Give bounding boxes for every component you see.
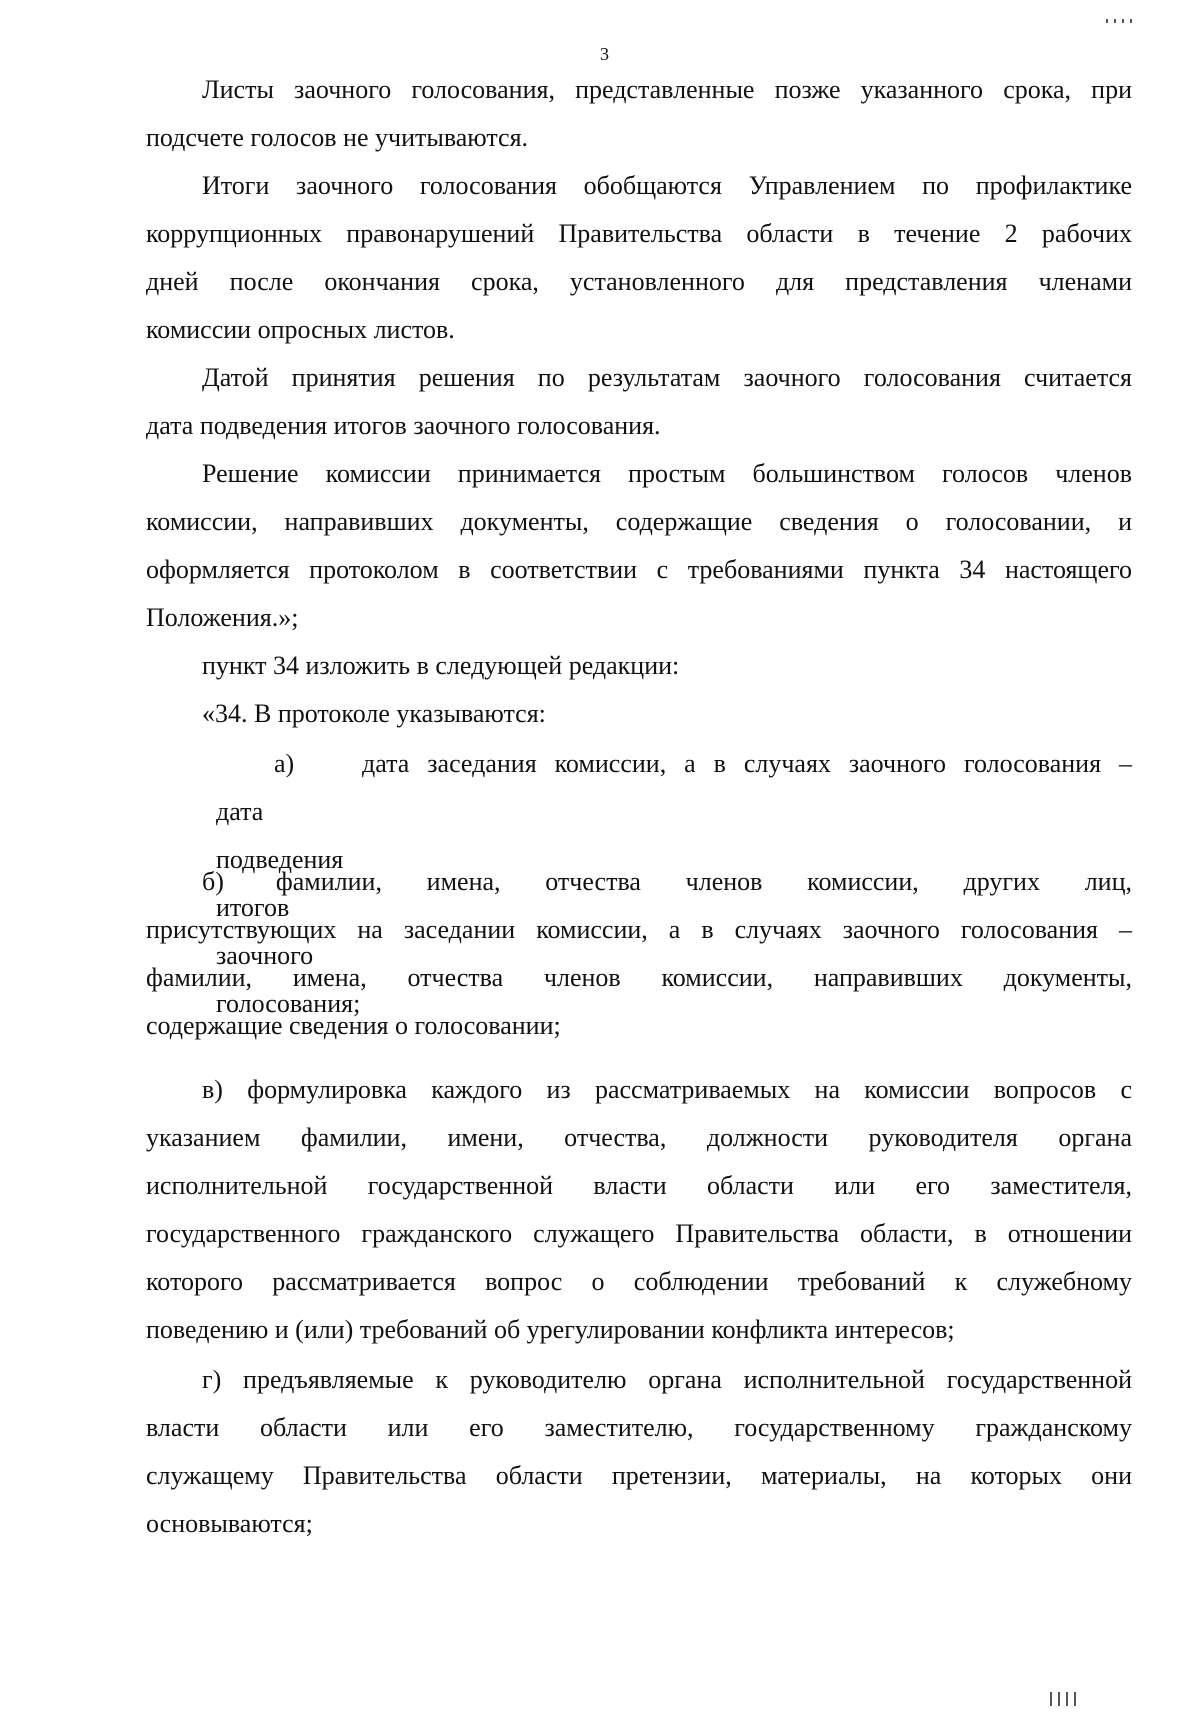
scan-edge-marks-top	[1106, 0, 1176, 4]
text-line: «34. В протоколе указываются:	[202, 699, 546, 728]
list-item-g	[146, 1356, 1132, 1548]
text-line: Листы заочного голосования, представленные позже указанного срока, при	[202, 75, 1132, 104]
text-line: комиссии, направивших документы, содержащие сведения о голосовании, и	[146, 507, 1132, 536]
text-line: г) предъявляемые к руководителю органа исполнительной государственной	[202, 1365, 1132, 1394]
text-line: исполнительной государственной власти области или его заместителя,	[146, 1171, 1132, 1200]
page-number: 3	[600, 44, 609, 64]
text-line: содержащие сведения о голосовании;	[146, 1011, 561, 1040]
text-line: дата подведения итогов заочного голосования;	[216, 797, 361, 1018]
scan-edge-marks-bottom	[1050, 1683, 1170, 1697]
paragraph-voting-results	[146, 162, 1132, 354]
text-line: Положения.»;	[146, 603, 299, 632]
text-line: Итоги заочного голосования обобщаются Управлением по профилактике	[202, 171, 1132, 200]
text-line: власти области или его заместителю, государственному гражданскому	[146, 1413, 1132, 1442]
text-line: служащему Правительства области претензии, материалы, на которых они	[146, 1461, 1132, 1490]
text-line: в) формулировка каждого из рассматриваемых на комиссии вопросов с	[202, 1075, 1132, 1104]
text-line: пункт 34 изложить в следующей редакции:	[202, 651, 680, 680]
text-line: оформляется протоколом в соответствии с требованиями пункта 34 настоящего	[146, 555, 1132, 584]
text-line: поведению и (или) требований об урегулировании конфликта интересов;	[146, 1315, 955, 1344]
paragraph-commission-decision	[146, 450, 1132, 642]
list-item-b	[146, 858, 1132, 1050]
paragraph-decision-date	[146, 354, 1132, 450]
text-line: дней после окончания срока, установленного для представления членами	[146, 267, 1132, 296]
text-line: Решение комиссии принимается простым большинством голосов членов	[202, 459, 1132, 488]
text-line: коррупционных правонарушений Правительства области в течение 2 рабочих	[146, 219, 1132, 248]
list-marker: а)	[274, 749, 295, 778]
text-line: указанием фамилии, имени, отчества, должности руководителя органа	[146, 1123, 1132, 1152]
text-line: Датой принятия решения по результатам заочного голосования считается	[202, 363, 1132, 392]
text-line: комиссии опросных листов.	[146, 315, 455, 344]
text-line: фамилии, имена, отчества членов комиссии, направивших документы,	[146, 963, 1132, 992]
text-line: дата подведения итогов заочного голосования.	[146, 411, 661, 440]
text-line: б) фамилии, имена, отчества членов комиссии, других лиц,	[202, 867, 1132, 896]
paragraph-amendment-intro	[146, 642, 1132, 690]
text-line: которого рассматривается вопрос о соблюдении требований к служебному	[146, 1267, 1132, 1296]
text-line: присутствующих на заседании комиссии, а в случаях заочного голосования –	[146, 915, 1132, 944]
text-line: подсчете голосов не учитываются.	[146, 123, 529, 152]
text-line: дата заседания комиссии, а в случаях заочного голосования –	[362, 749, 1132, 778]
paragraph-late-ballots	[146, 66, 1132, 162]
text-line: государственного гражданского служащего Правительства области, в отношении	[146, 1219, 1132, 1248]
paragraph-point-34	[146, 690, 1132, 738]
text-line: основываются;	[146, 1509, 313, 1538]
list-item-v	[146, 1066, 1132, 1354]
